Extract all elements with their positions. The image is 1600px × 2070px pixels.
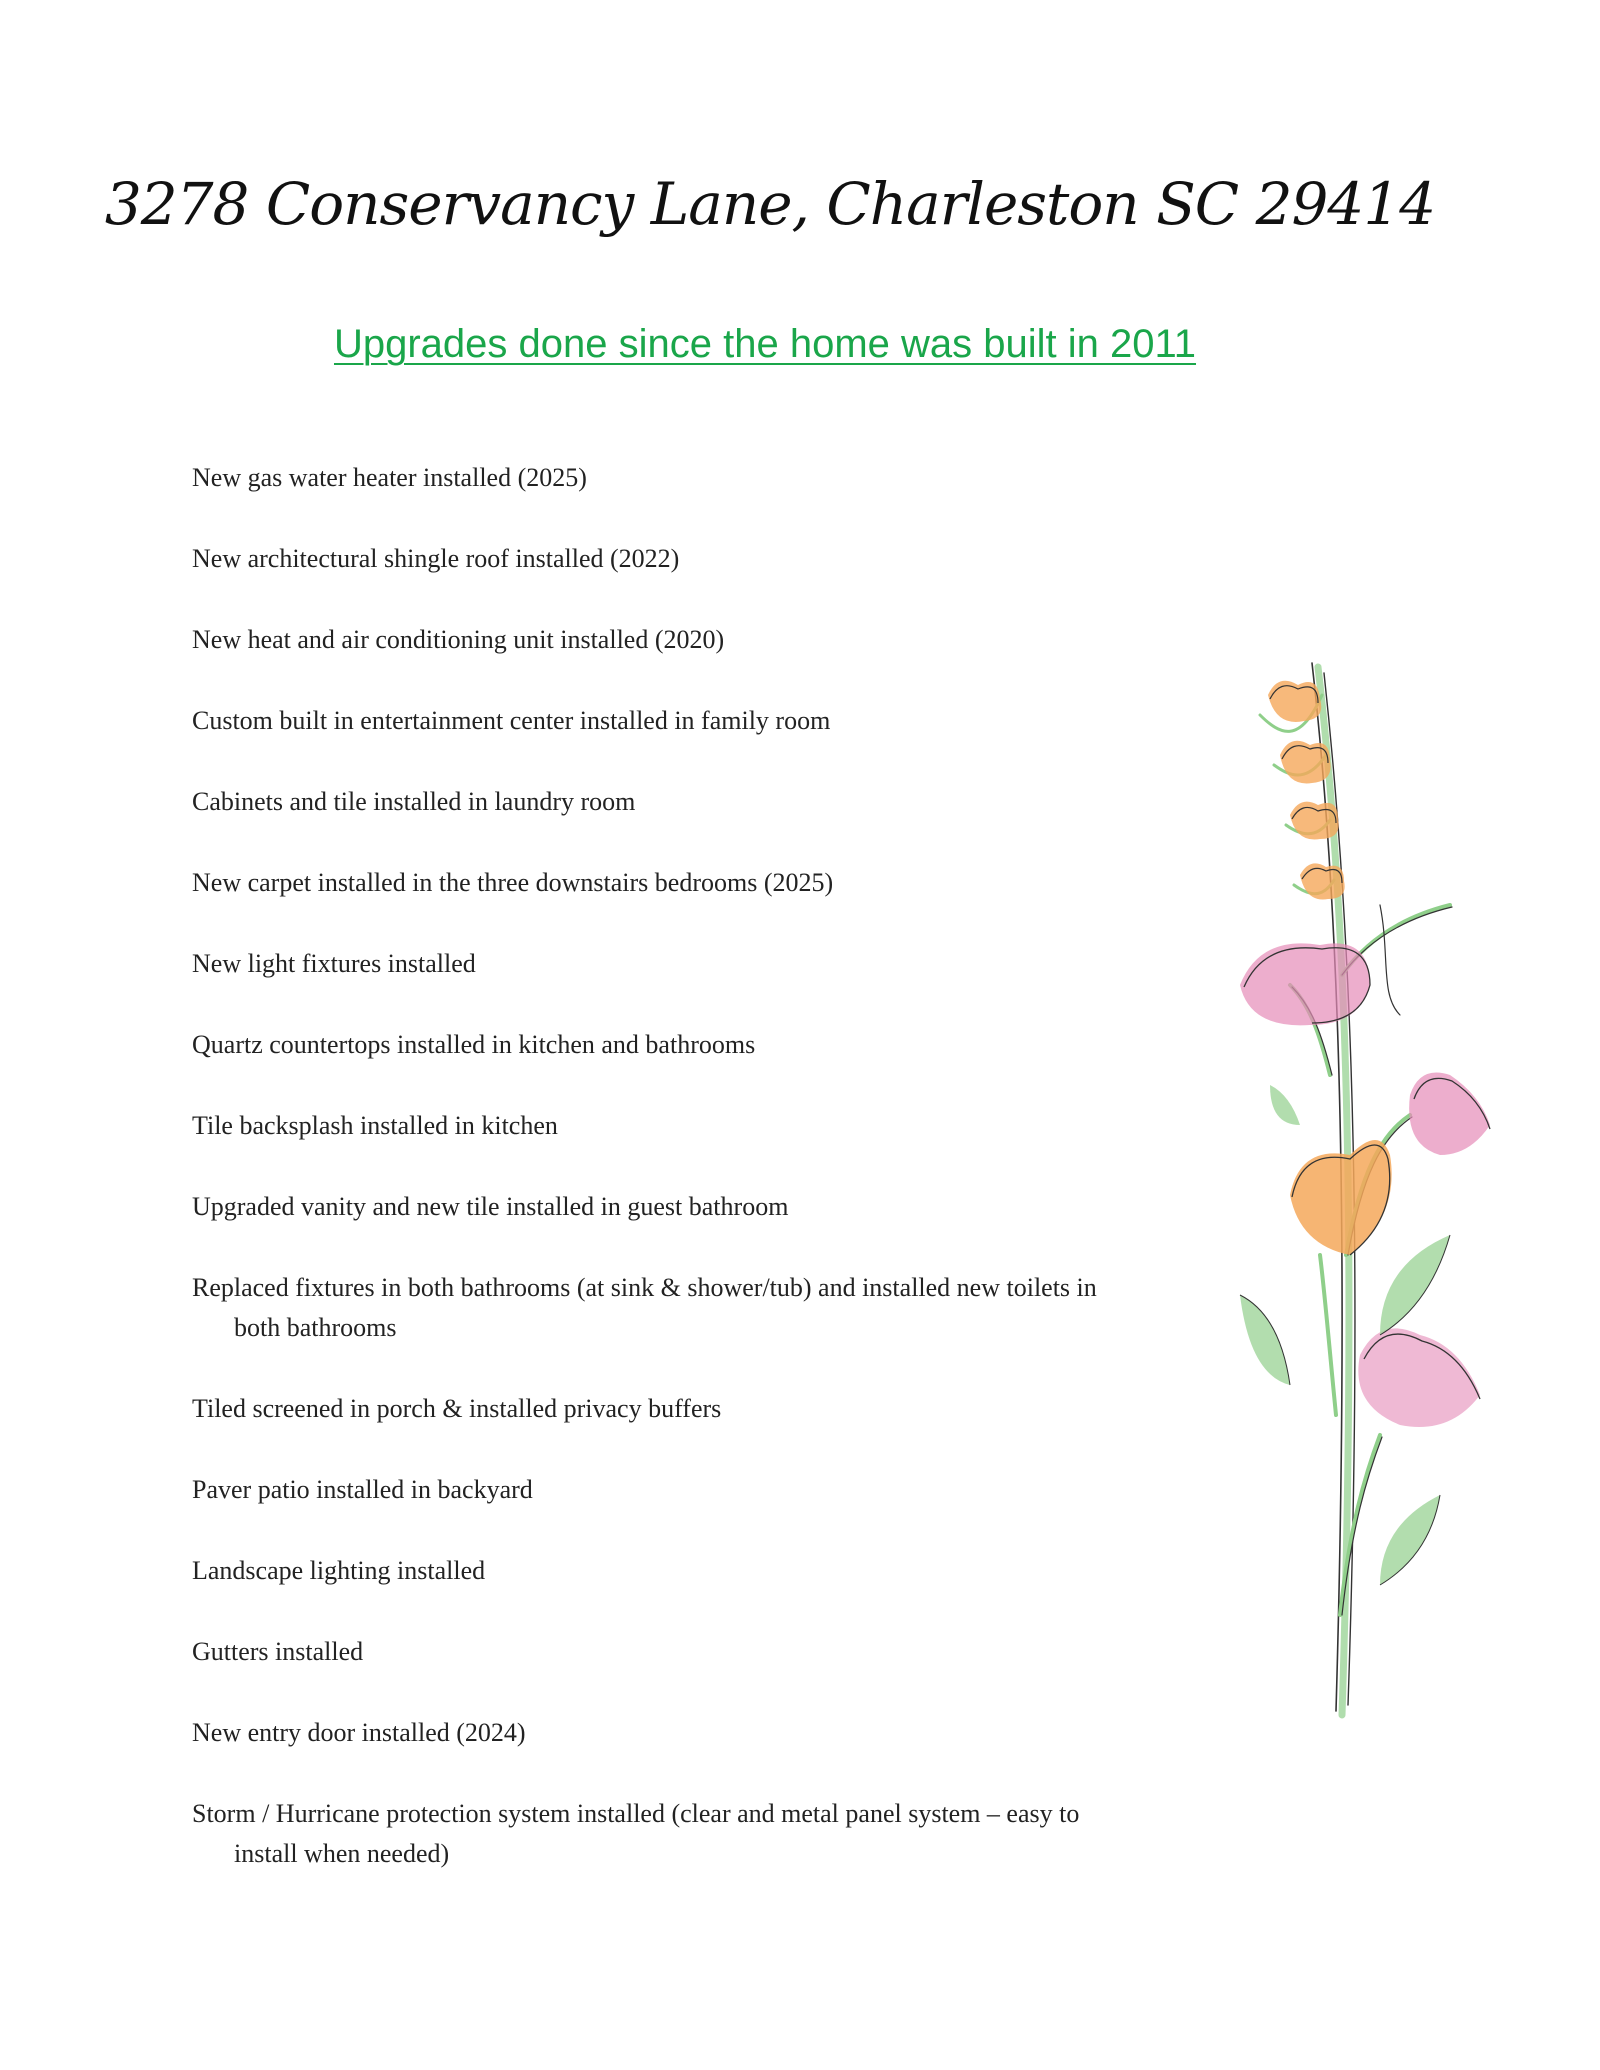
list-item: Replaced fixtures in both bathrooms (at sink & shower/tub) and installed new toilets in both bathrooms	[192, 1273, 1097, 1342]
list-item: Tile backsplash installed in kitchen	[192, 1111, 558, 1140]
list-item: New gas water heater installed (2025)	[192, 463, 587, 492]
list-item: Upgraded vanity and new tile installed in guest bathroom	[192, 1192, 789, 1221]
list-item: Quartz countertops installed in kitchen and bathrooms	[192, 1030, 756, 1059]
list-item: Storm / Hurricane protection system installed (clear and metal panel system – easy to install when needed)	[192, 1799, 1080, 1868]
list-item: New heat and air conditioning unit installed (2020)	[192, 625, 725, 654]
list-item: New carpet installed in the three downstairs bedrooms (2025)	[192, 868, 834, 897]
list-item: Gutters installed	[192, 1637, 364, 1666]
orange-flower	[1290, 1140, 1392, 1255]
list-item: Custom built in entertainment center installed in family room	[192, 706, 831, 735]
list-item: New entry door installed (2024)	[192, 1718, 526, 1747]
list-item: Tiled screened in porch & installed privacy buffers	[192, 1394, 722, 1423]
list-item: Landscape lighting installed	[192, 1556, 486, 1585]
list-item: New light fixtures installed	[192, 949, 476, 978]
upgrades-list	[192, 458, 1112, 1915]
upgrades-subtitle: Upgrades done since the home was built in 2011	[333, 322, 1197, 366]
list-item: Cabinets and tile installed in laundry room	[192, 787, 636, 816]
property-address-heading: 3278 Conservancy Lane, Charleston SC 29414	[104, 170, 1436, 238]
watercolor-flowers-icon	[1230, 655, 1530, 1755]
list-item: Paver patio installed in backyard	[192, 1475, 533, 1504]
list-item: New architectural shingle roof installed (2022)	[192, 544, 680, 573]
